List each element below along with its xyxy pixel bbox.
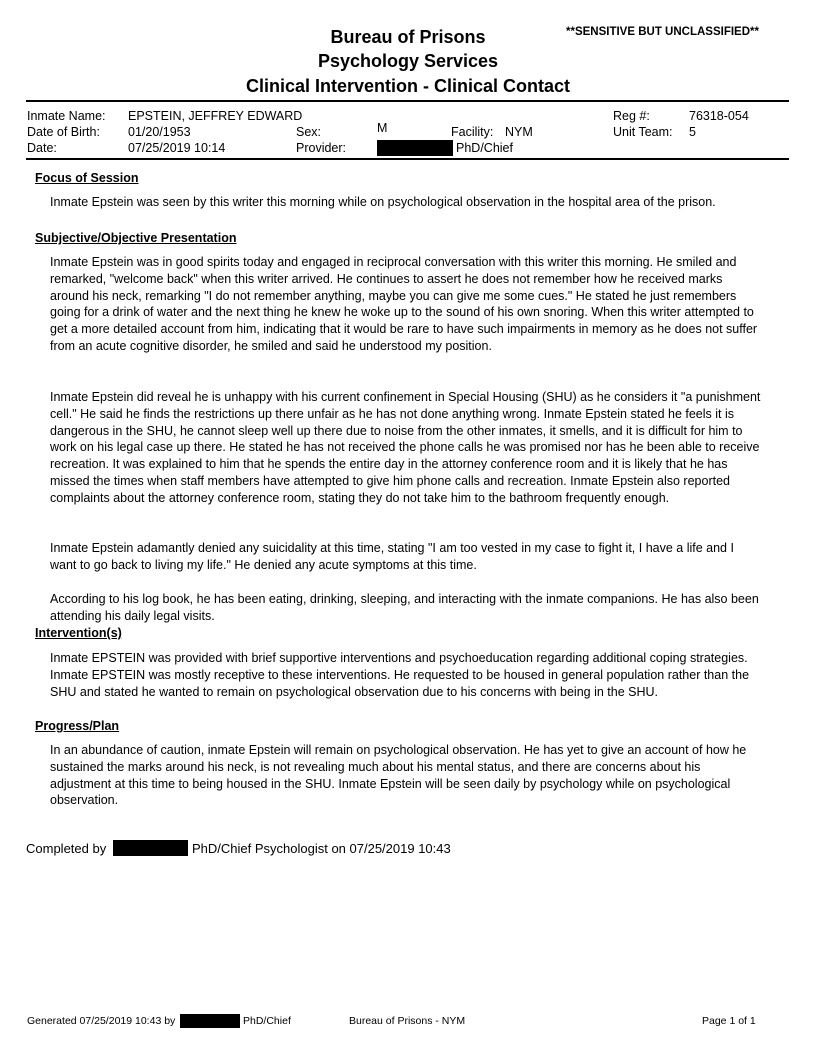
subjective-paragraph-3: Inmate Epstein adamantly denied any suicidality at this time, stating "I am too vested in my case to fight it, I have a life and I want to go back to living my life." He denied any acute symptoms at this time.: [50, 541, 734, 572]
footer-generated-suffix: PhD/Chief: [243, 1015, 291, 1027]
sensitivity-marking: **SENSITIVE BUT UNCLASSIFIED**: [566, 26, 759, 38]
subjective-paragraph-2: Inmate Epstein did reveal he is unhappy with his current confinement in Special Housing (SHU) as he considers it "a punishment cell." He said he finds the restrictions up there unfair as he has not done anything wrong. Inmate Epstein stated he feels it is dangerous in the SHU, he cannot sleep well up there due to noise from the other inmates, it smells, and it is difficult for him to work on his legal case up there. He stated he has not received the phone calls he was promised nor has he been able to receive recreation. It was explained to him that he spends the entire day in the attorney conference room and it is likely that he has missed the times when staff members have attempted to give him phone calls and recreation. Inmate Epstein also reported complaints about the attorney conference room, stating they do not take him to the bathroom frequently enough.: [50, 390, 761, 505]
header-top-rule: [26, 100, 789, 102]
interventions-heading: Intervention(s): [35, 626, 122, 640]
intervention-paragraph: Inmate EPSTEIN was provided with brief supportive interventions and psychoeducation regarding additional coping strategies. Inmate EPSTEIN was mostly receptive to these interventions. He requested to be housed in general population rather than the SHU and stated he wanted to remain on psychological observation due to his concerns with being in the SHU.: [50, 651, 750, 699]
subjective-paragraph-1: Inmate Epstein was in good spirits today and engaged in reciprocal conversation with this writer this morning. He smiled and remarked, "welcome back" when this writer arrived. He continues to assert he does not remember how he received marks around his neck, remarking "I do not remember anything, maybe you can give me some cues." He stated he just remembers going for a drink of water and the next thing he knew he woke up to the sound of his own snoring. When this writer attempted to get a more detailed account from him, indicating that it would be rare to have such impairments in memory as he does not suffer from an acute cognitive disorder, he smiled and said he understood my position.: [50, 255, 758, 353]
footer-generated-prefix: Generated 07/25/2019 10:43 by: [27, 1015, 176, 1027]
plan-paragraph: In an abundance of caution, inmate Epstein will remain on psychological observation. He has yet to give an account of how he sustained the marks around his neck, is not revealing much about his mental status, and there are concerns about his adjustment at this time to being housed in the SHU. Inmate Epstein will be seen daily by psychology while on psychological observation.: [50, 743, 747, 808]
focus-of-session-heading: Focus of Session: [35, 171, 139, 185]
reg-number-label: Reg #:: [613, 109, 650, 123]
dob-value: 01/20/1953: [128, 125, 191, 139]
footer-page-number: Page 1 of 1: [702, 1015, 756, 1027]
form-title: Clinical Intervention - Clinical Contact: [245, 76, 571, 96]
progress-plan-heading: Progress/Plan: [35, 719, 120, 733]
subjective-objective-heading: Subjective/Objective Presentation: [35, 231, 237, 245]
footer-generator-name-redaction: [180, 1014, 240, 1028]
provider-label: Provider:: [296, 141, 347, 155]
date-label: Date:: [27, 141, 57, 155]
unit-team-label: Unit Team:: [613, 125, 673, 139]
facility-value: NYM: [505, 125, 533, 139]
reg-number-value: 76318-054: [689, 109, 749, 123]
subjective-paragraph-4: According to his log book, he has been eating, drinking, sleeping, and interacting with the inmate companions. He has also been attending his daily legal visits.: [50, 592, 759, 623]
completed-by-name-redaction: [113, 840, 188, 856]
facility-label: Facility:: [451, 125, 494, 139]
unit-team-value: 5: [689, 125, 696, 139]
inmate-name-label: Inmate Name:: [27, 109, 106, 123]
department-title: Psychology Services: [317, 51, 499, 71]
provider-title: PhD/Chief: [456, 141, 513, 155]
focus-paragraph: Inmate Epstein was seen by this writer this morning while on psychological observation in the hospital area of the prison.: [50, 195, 716, 209]
header-bottom-rule: [26, 158, 789, 160]
sex-value: M: [377, 121, 388, 135]
agency-title: Bureau of Prisons: [330, 27, 486, 47]
footer-facility: Bureau of Prisons - NYM: [349, 1015, 466, 1027]
dob-label: Date of Birth:: [27, 125, 100, 139]
sex-label: Sex:: [296, 125, 322, 139]
inmate-name-value: EPSTEIN, JEFFREY EDWARD: [128, 109, 303, 123]
completed-by-suffix: PhD/Chief Psychologist on 07/25/2019 10:43: [192, 841, 451, 856]
provider-name-redaction: [377, 140, 453, 156]
date-value: 07/25/2019 10:14: [128, 141, 226, 155]
completed-by-prefix: Completed by: [26, 841, 107, 856]
